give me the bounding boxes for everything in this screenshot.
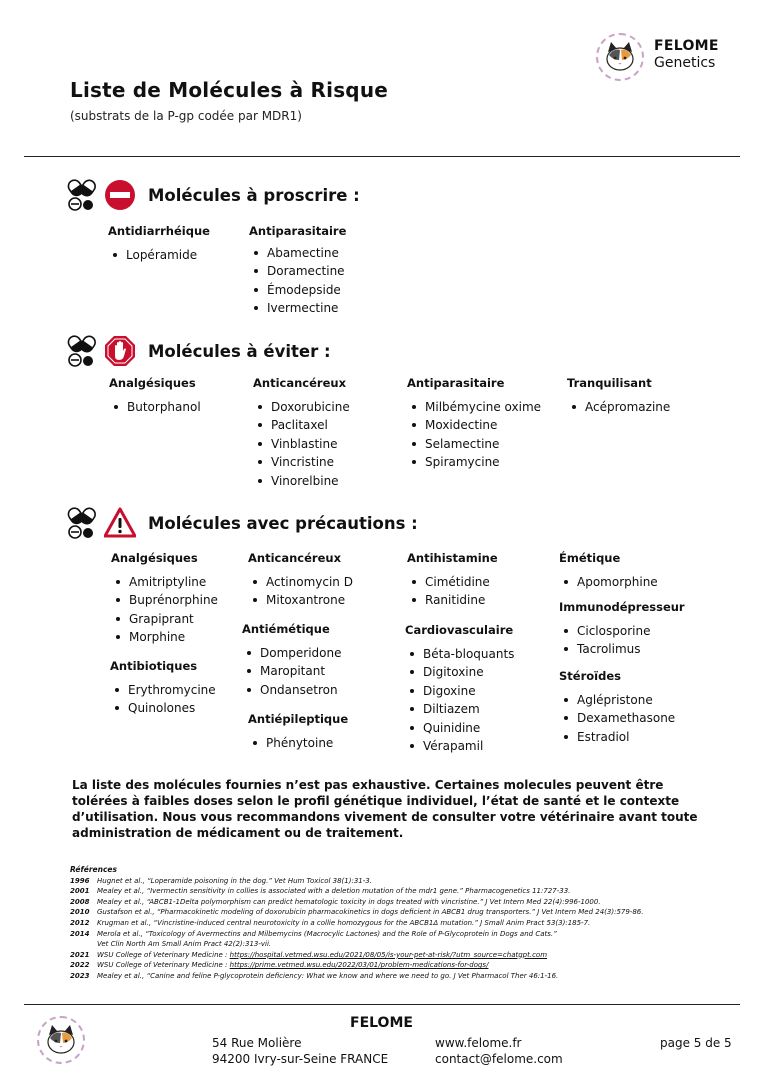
column-heading: Antiépileptique [248,712,349,726]
brand-name: FELOME [654,38,719,54]
column-immunodepresseur [559,600,685,659]
page-number: page 5 de 5 [660,1036,732,1050]
header-divider [24,156,740,157]
list-item: Maropitant [242,662,342,680]
list-item: Erythromycine [110,681,216,699]
list-item: Spiramycine [407,453,541,471]
website-link[interactable]: www.felome.fr [435,1036,522,1050]
section-eviter-header [66,334,331,368]
list-item: Apomorphine [559,573,658,591]
footer-logo [37,1016,85,1064]
column-heading: Émétique [559,551,621,565]
reference-item: 2014 Merola et al., “Toxicology of Avermectins and Milbemycins (Macrocylic Lactones) and the Role of P-Glycoprotein in Dogs and Cats.” [70,929,557,938]
column-antiemetique [242,622,342,699]
references-heading: Références [70,865,117,874]
list-item: Estradiol [559,728,675,746]
reference-link[interactable]: https://prime.vetmed.wsu.edu/2022/03/01/problem-medications-for-dogs/ [229,961,489,970]
disclaimer-text: La liste des molécules fournies n’est pas exhaustive. Certaines molecules peuvent être tolérées à faibles doses selon le profil génétique individuel, l’état de santé et le contexte d’utilisation. Nous vous recommandons vivement de consulter votre vétérinaire avant toute administration de médicament ou de traitement. [72,778,698,840]
list-item: Dexamethasone [559,709,675,727]
column-analgesiques [109,376,201,416]
column-antibiotiques [110,659,216,718]
reference-item: 2021 WSU College of Veterinary Medicine : https://hospital.vetmed.wsu.edu/2021/08/05/is-your-pet-at-risk/?utm_source=chatgpt.com [70,950,548,959]
column-heading: Antidiarrhéique [108,224,210,238]
list-item: Ondansetron [242,681,342,699]
list-item: Ranitidine [407,591,498,609]
reference-item: 2012 Krugman et al., “Vincristine-induced central neurotoxicity in a collie homozygous for the ABCB1Δ mutation.” J Small Anim Pract 53(3):185-7. [70,918,591,927]
column-heading: Cardiovasculaire [405,623,514,637]
column-heading: Antiémétique [242,622,330,636]
references [70,865,750,982]
list-item: Selamectine [407,435,541,453]
list-item: Butorphanol [109,398,201,416]
column-heading: Antihistamine [407,551,498,565]
list-item: Morphine [111,628,218,646]
list-item: Actinomycin D [248,573,353,591]
list-item: Émodepside [249,281,346,299]
column-heading: Anticancéreux [253,376,346,390]
email-link[interactable]: contact@felome.com [435,1051,563,1066]
column-antiparasitaire [249,224,346,318]
list-item: Milbémycine oxime [407,398,541,416]
footer-divider [24,1004,740,1005]
column-heading: Analgésiques [111,551,198,565]
section-title: Molécules avec précautions : [148,513,418,533]
list-item: Cimétidine [407,573,498,591]
column-anticancereux [253,376,350,490]
column-heading: Analgésiques [109,376,196,390]
list-item: Moxidectine [407,416,541,434]
stop-hand-icon [104,335,136,367]
column-emetique [559,551,658,591]
footer-contact [435,1036,563,1067]
brand [654,38,719,71]
list-item: Diltiazem [405,700,514,718]
list-item: Paclitaxel [253,416,350,434]
column-tranquilisant [567,376,670,416]
section-title: Molécules à éviter : [148,341,331,361]
list-item: Quinidine [405,719,514,737]
column-heading: Antiparasitaire [249,224,347,238]
column-analgesiques [111,551,218,647]
no-entry-icon [104,179,136,211]
column-heading: Stéroïdes [559,669,621,683]
brand-tagline: Genetics [654,55,716,71]
section-title: Molécules à proscrire : [148,185,360,205]
list-item: Vincristine [253,453,350,471]
list-item: Domperidone [242,644,342,662]
list-item: Béta-bloquants [405,645,514,663]
column-heading: Anticancéreux [248,551,341,565]
section-proscrire-header [66,178,360,212]
column-antihistamine [407,551,498,610]
reference-item: 2022 WSU College of Veterinary Medicine : https://prime.vetmed.wsu.edu/2022/03/01/problem-medications-for-dogs/ [70,961,489,970]
list-item: Abamectine [249,244,346,262]
footer-address [212,1036,388,1067]
list-item: Buprénorphine [111,591,218,609]
reference-item: Vet Clin North Am Small Anim Pract 42(2):313-vii. [97,940,272,949]
footer-company-name: FELOME [350,1015,413,1031]
reference-link[interactable]: https://hospital.vetmed.wsu.edu/2021/08/05/is-your-pet-at-risk/?utm_source=chatgpt.com [229,950,548,959]
list-item: Acépromazine [567,398,670,416]
cat-face-icon [601,38,639,76]
column-antidiarrheique [108,224,210,264]
list-item: Lopéramide [108,246,210,264]
list-item: Aglépristone [559,691,675,709]
reference-item: 2001 Mealey et al., “Ivermectin sensitivity in collies is associated with a deletion mutation of the mdr1 gene.” Pharmacogenetics 11:727-33. [70,887,571,896]
column-heading: Tranquilisant [567,376,652,390]
pills-icon [66,178,96,212]
list-item: Phénytoine [248,734,348,752]
column-steroides [559,669,675,746]
address-line-1: 54 Rue Molière [212,1036,302,1050]
page-subtitle: (substrats de la P-gp codée par MDR1) [70,109,302,123]
list-item: Vérapamil [405,737,514,755]
column-heading: Antibiotiques [110,659,198,673]
column-heading: Antiparasitaire [407,376,505,390]
column-heading: Immunodépresseur [559,600,685,614]
list-item: Ivermectine [249,299,346,317]
list-item: Amitriptyline [111,573,218,591]
felome-logo [596,33,644,81]
list-item: Digoxine [405,682,514,700]
page-title: Liste de Molécules à Risque [70,78,389,102]
column-cardiovasculaire [405,623,514,755]
list-item: Doxorubicine [253,398,350,416]
section-precautions-header [66,506,418,540]
list-item: Mitoxantrone [248,591,353,609]
reference-item: 1996 Hugnet et al., “Loperamide poisoning in the dog.” Vet Hum Toxicol 38(1):31-3. [70,876,372,885]
list-item: Digitoxine [405,663,514,681]
reference-item: 2023 Mealey et al., “Canine and feline P-glycoprotein deficiency: What we know and where we need to go. J Vet Pharmacol Ther 46:1-16. [70,971,559,980]
pills-icon [66,334,96,368]
list-item: Vinblastine [253,435,350,453]
list-item: Vinorelbine [253,472,350,490]
list-item: Quinolones [110,699,216,717]
column-anticancereux [248,551,353,610]
reference-item: 2010 Gustafson et al., “Pharmacokinetic modeling of doxorubicin pharmacokinetics in dogs deficient in ABCB1 drug transporters.” J Vet Intern Med 24(3):579-86. [70,908,644,917]
address-line-2: 94200 Ivry-sur-Seine FRANCE [212,1051,389,1066]
list-item: Tacrolimus [559,640,685,658]
column-antiepileptique [248,712,348,752]
warning-icon [104,507,136,539]
reference-item: 2008 Mealey et al., “ABCB1-1Delta polymorphism can predict hematologic toxicity in dogs treated with vincristine.” J Vet Intern Med 22(4):996-1000. [70,897,601,906]
column-antiparasitaire [407,376,541,472]
cat-face-icon [42,1021,80,1059]
pills-icon [66,506,96,540]
list-item: Doramectine [249,262,346,280]
list-item: Ciclosporine [559,622,685,640]
list-item: Grapiprant [111,610,218,628]
